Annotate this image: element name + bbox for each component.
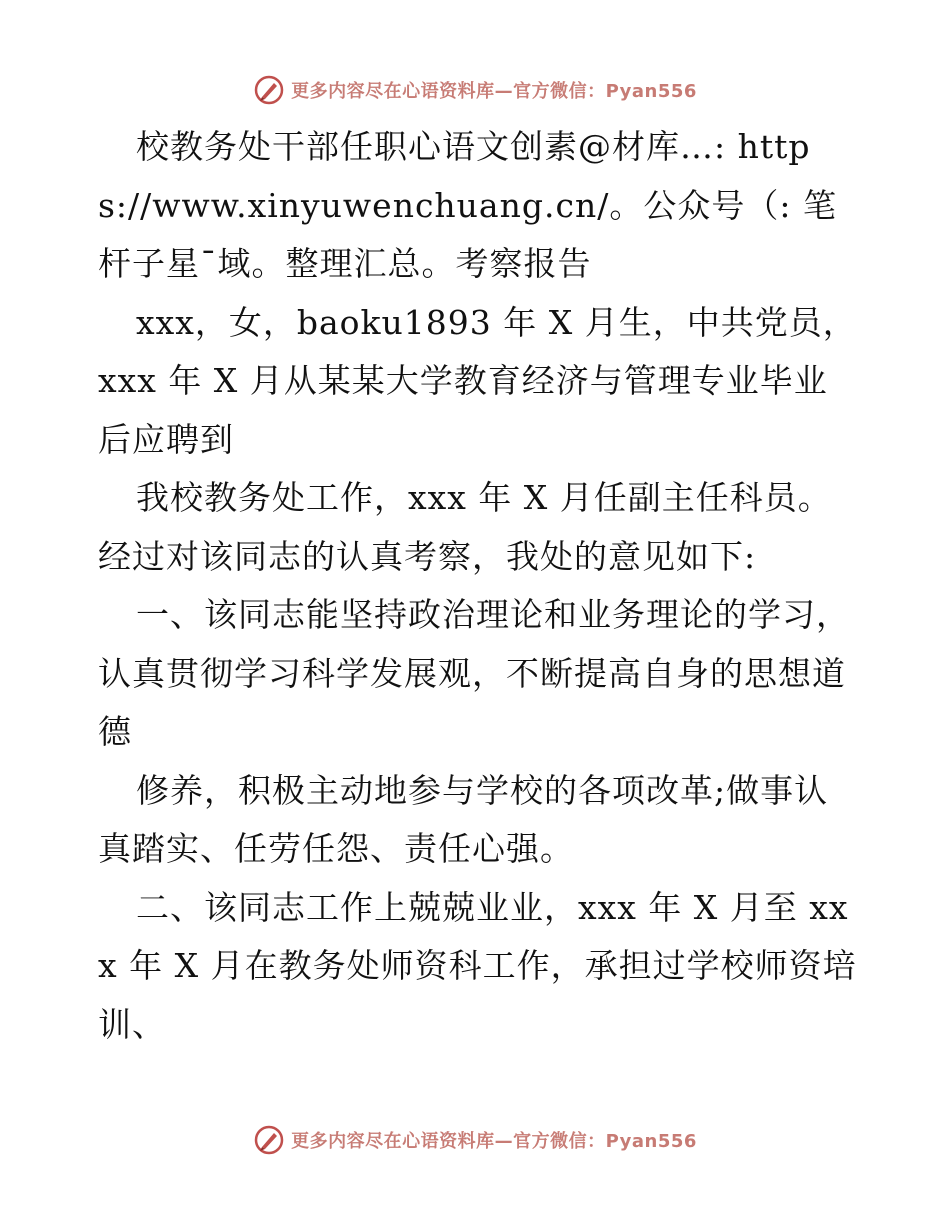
paragraph: xxx，女，baoku1893 年 X 月生，中共党员，xxx 年 X 月从某某大学教育经济与管理专业毕业后应聘到 xyxy=(98,302,857,459)
paragraph: 二、该同志工作上兢兢业业，xxx 年 X 月至 xxx 年 X 月在教务处师资科工作，承担过学校师资培训、 xyxy=(98,887,857,1044)
paragraph: 校教务处干部任职心语文创素@材库…: https://www.xinyuwenchuang.cn/。公众号（: 笔杆子星¯域。整理汇总。考察报告 xyxy=(98,127,837,283)
pen-logo-icon xyxy=(253,74,285,106)
footer-watermark-banner xyxy=(0,1120,950,1160)
watermark-text: 更多内容尽在心语资料库—官方微信：Pyan556 xyxy=(291,81,697,102)
header-watermark-banner xyxy=(0,70,950,110)
document-body xyxy=(98,118,858,1054)
pen-logo-icon xyxy=(253,1124,285,1156)
watermark-text: 更多内容尽在心语资料库—官方微信：Pyan556 xyxy=(291,1131,697,1152)
paragraph: 我校教务处工作，xxx 年 X 月任副主任科员。经过对该同志的认真考察，我处的意见如下: xyxy=(98,478,832,576)
paragraph: 修养，积极主动地参与学校的各项改革;做事认真踏实、任劳任怨、责任心强。 xyxy=(98,770,829,868)
paragraph: 一、该同志能坚持政治理论和业务理论的学习，认真贯彻学习科学发展观，不断提高自身的思想道德 xyxy=(98,595,850,751)
